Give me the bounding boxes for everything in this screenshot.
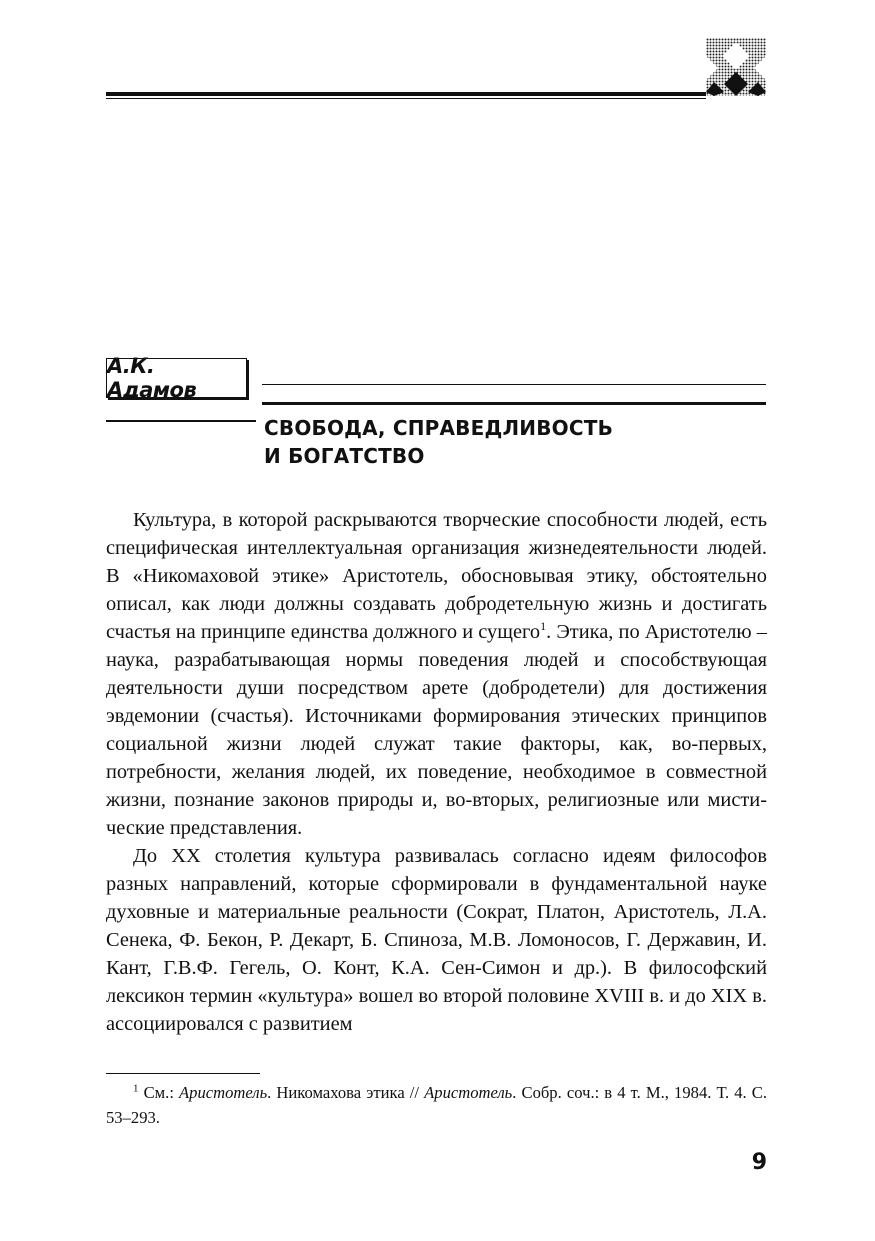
footnote-rule [106, 1073, 260, 1074]
page-number: 9 [751, 1150, 767, 1175]
author-box [106, 354, 247, 402]
footnote [106, 1080, 767, 1130]
author-rule [262, 384, 766, 385]
title-rule-left [106, 420, 256, 422]
footnote-author-1: Аристотель [179, 1083, 268, 1102]
title-rule [262, 402, 766, 405]
footnote-mid: . Никомахова этика // [267, 1083, 425, 1102]
paragraph-1 [106, 506, 767, 842]
footnote-reference: 1 [540, 619, 547, 634]
header-rule-thin [106, 98, 706, 99]
author-name: А.К. Адамов [107, 354, 197, 402]
footnote-author-2: Аристотель [424, 1083, 513, 1102]
footnote-suffix: . Собр. соч.: в 4 т. М., 1984. Т. 4. С. 53–293. [106, 1083, 767, 1127]
article-body [106, 506, 767, 1038]
paragraph-2: До XX столетия культура развивалась согласно идеям философов разных направлений, которые сформировали в фундаментальной науке духовные и материальные реальности (Сократ, Платон, Аристотель, Л.А. Сенека, Ф. Бекон, Р. Декарт, Б. Спиноза, М.В. Ломоносов, Г. Державин, И. Кант, Г.В.Ф. Гегель, О. Конт, К.А. Сен-Симон и др.). В философский лексикон термин «культура» вошел во второй половине XVIII в. и до XIX в. ассоциировался с развитием [106, 845, 767, 1035]
title-line-1: СВОБОДА, СПРАВЕДЛИВОСТЬ [264, 416, 614, 440]
title-line-2: И БОГАТСТВО [264, 444, 425, 468]
article-title [264, 414, 764, 470]
paragraph-1-part-2: . Этика, по Аристотелю – наука, разрабатывающая нормы поведения людей и способствующая деятельности души посредством арете (добродетели) для достижения эвдемонии (счастья). Источниками формирования этических принципов социальной жизни людей служат такие факторы, как, во-первых, потребности, желания людей, их поведение, необходимое в совместной жизни, познание законов природы и, во-вторых, религиозные или мистические представления. [106, 621, 767, 839]
diamond-pattern-icon [706, 38, 766, 96]
paragraph-1-part-1: Культура, в которой раскрываются творческие способности людей, есть специфическая интеллектуальная организация жизнедеятельности людей. В «Никомаховой этике» Аристотель, обосновывая этику, обстоятельно описал, как люди должны создавать добродетельную жизнь и достигать счастья на принципе единства должного и сущего [106, 509, 767, 643]
footnote-mark: 1 [133, 1082, 139, 1095]
footnote-prefix: См.: [138, 1083, 180, 1102]
header-rule-thick [106, 92, 706, 96]
footnote-text [106, 1080, 767, 1130]
